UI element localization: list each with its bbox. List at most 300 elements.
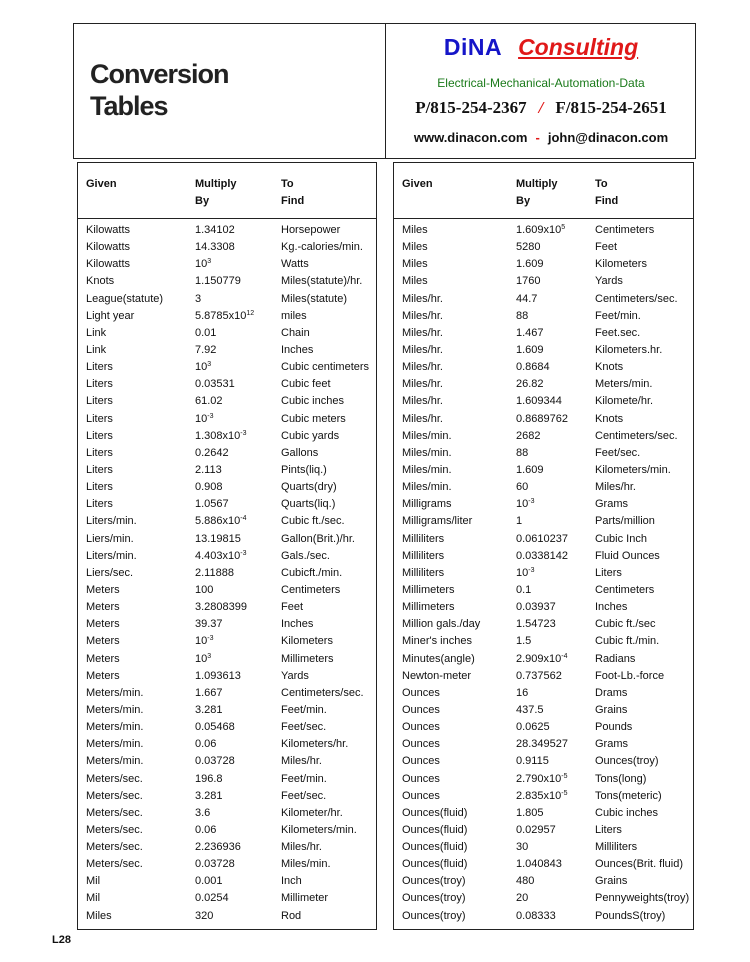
table-row (78, 668, 376, 685)
brand-block (386, 24, 696, 158)
cell-multiply-by: 2682 (516, 429, 541, 442)
cell-to-find: Millimeters (281, 652, 334, 665)
cell-multiply-by: $1.308x10^{-3}$ (195, 429, 247, 442)
cell-multiply-by: $10^{-3}$ (195, 412, 214, 425)
cell-given: Meters (86, 635, 120, 648)
cell-multiply-by: 1.150779 (195, 275, 241, 288)
table-row (394, 342, 693, 359)
cell-given: Ounces (402, 755, 440, 768)
cell-to-find: Feet/min. (281, 772, 327, 785)
web-separator: - (535, 130, 540, 145)
cell-given: Meters (86, 601, 120, 614)
table-row (78, 753, 376, 770)
cell-to-find: Milliliters (595, 841, 638, 854)
table-row (78, 873, 376, 890)
cell-given: Meters (86, 618, 120, 631)
table-row (394, 890, 693, 907)
cell-to-find: Knots (595, 361, 624, 374)
cell-given: Meters/min. (86, 755, 144, 768)
phone-separator: / (538, 98, 544, 117)
cell-multiply-by: 1.54723 (516, 618, 556, 631)
cell-to-find: Grains (595, 875, 628, 888)
cell-multiply-by: 320 (195, 909, 214, 922)
brand-tagline: Electrical-Mechanical-Automation-Data (437, 76, 645, 90)
email-link[interactable]: john@dinacon.com (547, 130, 669, 145)
cell-multiply-by: 0.06 (195, 738, 217, 751)
cell-to-find: Miles/hr. (595, 481, 636, 494)
table-row (78, 445, 376, 462)
table-row (78, 222, 376, 239)
cell-given: Millimeters (402, 601, 455, 614)
cell-multiply-by: 16 (516, 686, 529, 699)
cell-to-find: Cubic Inch (595, 532, 647, 545)
cell-to-find: Miles(statute)/hr. (281, 275, 363, 288)
col-multiply-line-1: Multiply (516, 178, 558, 190)
table-row (394, 393, 693, 410)
table-row (394, 599, 693, 616)
cell-to-find: Pounds (595, 721, 633, 734)
cell-multiply-by: 1.040843 (516, 858, 562, 871)
cell-multiply-by: 1.093613 (195, 669, 241, 682)
cell-to-find: Kilometers/hr. (281, 738, 349, 751)
cell-to-find: Foot-Lb.-force (595, 669, 665, 682)
cell-given: Miles/hr. (402, 361, 443, 374)
cell-to-find: Fluid Ounces (595, 549, 660, 562)
cell-multiply-by: 20 (516, 892, 529, 905)
cell-given: Milliliters (402, 532, 445, 545)
cell-multiply-by: 437.5 (516, 703, 544, 716)
col-to-line-2: Find (595, 195, 619, 207)
cell-multiply-by: 1.34102 (195, 224, 235, 236)
cell-multiply-by: 0.737562 (516, 669, 562, 682)
table-row (394, 325, 693, 342)
cell-given: Miles/min. (402, 446, 452, 459)
cell-multiply-by: 480 (516, 875, 535, 888)
cell-to-find: Feet (281, 601, 304, 614)
cell-given: Liers/min. (86, 532, 134, 545)
cell-to-find: Cubic inches (595, 806, 658, 819)
cell-multiply-by: 0.02957 (516, 823, 556, 836)
table-row (394, 668, 693, 685)
table-row (394, 239, 693, 256)
cell-multiply-by: $1.609x10^5$ (516, 224, 566, 236)
phone-number: P/815-254-2367 (415, 98, 527, 117)
cell-to-find: Pennyweights(troy) (595, 892, 690, 905)
cell-given: Link (86, 326, 107, 339)
cell-to-find: Gallons (281, 446, 319, 459)
cell-to-find: PoundsS(troy) (595, 909, 666, 922)
cell-multiply-by: 1 (516, 515, 523, 528)
cell-multiply-by: 14.3308 (195, 241, 235, 254)
cell-given: Miles/hr. (402, 343, 443, 356)
cell-to-find: Cubic meters (281, 412, 346, 425)
cell-to-find: Ounces(troy) (595, 755, 659, 768)
page-title (90, 58, 229, 122)
table-row (394, 496, 693, 513)
cell-given: Meters/min. (86, 721, 144, 734)
cell-multiply-by: 1.0567 (195, 498, 229, 511)
cell-multiply-by: $5.886x10^{-4}$ (195, 515, 247, 528)
cell-to-find: Knots (595, 412, 624, 425)
cell-given: Miles/hr. (402, 378, 443, 391)
table-row (394, 753, 693, 770)
table-row (78, 239, 376, 256)
cell-given: Ounces (402, 686, 440, 699)
cell-to-find: Centimeters (595, 224, 655, 236)
contact-phones (386, 98, 696, 118)
cell-given: Ounces(fluid) (402, 806, 468, 819)
cell-multiply-by: 3.281 (195, 703, 223, 716)
cell-to-find: Parts/million (595, 515, 655, 528)
cell-multiply-by: $10^{-3}$ (516, 566, 535, 579)
cell-given: Ounces(fluid) (402, 858, 468, 871)
cell-given: Meters/min. (86, 738, 144, 751)
cell-multiply-by: 60 (516, 481, 529, 494)
cell-given: Meters (86, 669, 120, 682)
contact-web (386, 130, 696, 145)
cell-to-find: Cubic ft./sec (595, 618, 656, 631)
table-row (394, 771, 693, 788)
cell-to-find: Feet/min. (281, 703, 327, 716)
cell-multiply-by: 3.6 (195, 806, 211, 819)
cell-given: Minutes(angle) (402, 652, 475, 665)
cell-to-find: Feet/sec. (595, 446, 641, 459)
table-row (78, 599, 376, 616)
cell-to-find: Miles/hr. (281, 755, 322, 768)
cell-given: Meters/sec. (86, 823, 143, 836)
left-table-header (78, 163, 376, 219)
cell-to-find: Cubicft./min. (281, 566, 343, 579)
cell-to-find: Kilometers/min. (281, 823, 357, 836)
col-to-line-2: Find (281, 195, 305, 207)
cell-multiply-by: 1.609 (516, 343, 544, 356)
cell-given: Kilowatts (86, 241, 131, 254)
table-row (78, 856, 376, 873)
table-row (78, 428, 376, 445)
cell-given: Meters/sec. (86, 806, 143, 819)
cell-given: Miles/min. (402, 429, 452, 442)
cell-multiply-by: 61.02 (195, 395, 223, 408)
cell-multiply-by: 100 (195, 583, 214, 596)
cell-to-find: Inches (281, 618, 314, 631)
cell-given: Miles (402, 258, 428, 271)
cell-multiply-by: 28.349527 (516, 738, 568, 751)
cell-multiply-by: 44.7 (516, 292, 538, 305)
cell-to-find: Radians (595, 652, 636, 665)
cell-multiply-by: 0.06 (195, 823, 217, 836)
cell-given: Millimeters (402, 583, 455, 596)
cell-to-find: Gallon(Brit.)/hr. (281, 532, 355, 545)
table-row (394, 822, 693, 839)
cell-given: Milliliters (402, 566, 445, 579)
table-row (394, 531, 693, 548)
cell-given: Meters (86, 652, 120, 665)
cell-to-find: Inches (281, 343, 314, 356)
right-table-body (394, 222, 693, 925)
table-row (394, 788, 693, 805)
cell-given: Ounces(fluid) (402, 841, 468, 854)
cell-given: Ounces (402, 789, 440, 802)
table-row (78, 342, 376, 359)
cell-to-find: Inch (281, 875, 302, 888)
cell-given: Milliliters (402, 549, 445, 562)
cell-multiply-by: $5.8785x10^{12}$ (195, 309, 255, 322)
cell-multiply-by: 0.0254 (195, 892, 229, 905)
cell-given: Meters/min. (86, 686, 144, 699)
cell-to-find: Kilometer/hr. (281, 806, 343, 819)
cell-given: Ounces (402, 703, 440, 716)
table-row (78, 822, 376, 839)
table-row (78, 736, 376, 753)
cell-to-find: Cubic ft./min. (595, 635, 660, 648)
cell-given: Milligrams/liter (402, 515, 473, 528)
table-row (78, 411, 376, 428)
cell-multiply-by: 3.2808399 (195, 601, 247, 614)
table-row (394, 308, 693, 325)
table-row (78, 702, 376, 719)
cell-given: Knots (86, 275, 115, 288)
cell-given: Meters/sec. (86, 841, 143, 854)
cell-given: Million gals./day (402, 618, 481, 631)
cell-given: Liers/sec. (86, 566, 134, 579)
cell-to-find: Meters/min. (595, 378, 653, 391)
cell-multiply-by: $2.909x10^{-4}$ (516, 652, 568, 665)
cell-given: Liters (86, 498, 113, 511)
cell-given: Miles (402, 241, 428, 254)
cell-multiply-by: 2.11888 (195, 566, 234, 579)
cell-given: Kilowatts (86, 258, 131, 271)
cell-multiply-by: 1.609 (516, 463, 544, 476)
cell-to-find: Quarts(dry) (281, 481, 337, 494)
table-row (78, 582, 376, 599)
cell-to-find: Feet/sec. (281, 721, 327, 734)
cell-to-find: Rod (281, 909, 302, 922)
table-row (394, 411, 693, 428)
page-number: L28 (52, 934, 71, 946)
table-row (78, 548, 376, 565)
cell-to-find: Chain (281, 326, 310, 339)
table-row (78, 531, 376, 548)
cell-multiply-by: 0.03531 (195, 378, 235, 391)
cell-to-find: Centimeters/sec. (595, 292, 678, 305)
cell-multiply-by: 0.001 (195, 875, 223, 888)
cell-multiply-by: 1.805 (516, 806, 544, 819)
cell-to-find: Cubic yards (281, 429, 340, 442)
cell-given: Miles/hr. (402, 309, 443, 322)
cell-multiply-by: 1.5 (516, 635, 532, 648)
cell-given: Ounces(troy) (402, 875, 466, 888)
cell-given: Meters/sec. (86, 789, 143, 802)
cell-given: Milligrams (402, 498, 452, 511)
col-multiply-line-2: By (516, 195, 531, 207)
cell-multiply-by: 0.8684 (516, 361, 550, 374)
cell-to-find: Tons(long) (595, 772, 647, 785)
cell-multiply-by: 3.281 (195, 789, 223, 802)
cell-multiply-by: 39.37 (195, 618, 223, 631)
cell-to-find: Feet (595, 241, 618, 254)
table-row (78, 805, 376, 822)
cell-given: Meters/min. (86, 703, 144, 716)
cell-multiply-by: 0.08333 (516, 909, 556, 922)
table-row (394, 291, 693, 308)
cell-to-find: Miles(statute) (281, 292, 348, 305)
table-row (78, 616, 376, 633)
cell-multiply-by: 1.609344 (516, 395, 562, 408)
table-row (78, 479, 376, 496)
table-row (78, 393, 376, 410)
cell-multiply-by: $4.403x10^{-3}$ (195, 549, 247, 562)
cell-multiply-by: 1.609 (516, 258, 544, 271)
table-row (78, 771, 376, 788)
brand-logo (386, 34, 696, 61)
cell-to-find: Tons(meteric) (595, 789, 662, 802)
table-row (394, 685, 693, 702)
cell-given: Newton-meter (402, 669, 472, 682)
cell-multiply-by: 0.03728 (195, 755, 235, 768)
cell-multiply-by: 2.113 (195, 463, 222, 476)
table-row (78, 462, 376, 479)
table-row (394, 856, 693, 873)
table-row (394, 651, 693, 668)
cell-given: Liters (86, 429, 113, 442)
cell-to-find: Centimeters/sec. (281, 686, 364, 699)
cell-given: Meters/sec. (86, 858, 143, 871)
cell-multiply-by: 0.2642 (195, 446, 229, 459)
cell-to-find: Drams (595, 686, 628, 699)
cell-to-find: Cubic centimeters (281, 361, 370, 374)
cell-multiply-by: 1.667 (195, 686, 223, 699)
cell-to-find: Watts (281, 258, 309, 271)
cell-to-find: Quarts(liq.) (281, 498, 336, 511)
col-multiply-header (516, 176, 558, 210)
cell-given: Miles (402, 275, 428, 288)
table-row (394, 428, 693, 445)
table-row (394, 273, 693, 290)
cell-multiply-by: 13.19815 (195, 532, 241, 545)
cell-to-find: Centimeters/sec. (595, 429, 678, 442)
col-to-line-1: To (281, 178, 294, 190)
cell-multiply-by: 0.9115 (516, 755, 549, 768)
cell-multiply-by: 0.0338142 (516, 549, 568, 562)
cell-given: Liters (86, 412, 113, 425)
cell-given: Miles (402, 224, 428, 236)
cell-given: Ounces(fluid) (402, 823, 468, 836)
cell-given: Miles/min. (402, 463, 452, 476)
table-row (394, 736, 693, 753)
table-row (78, 685, 376, 702)
cell-given: Liters (86, 361, 113, 374)
cell-to-find: Kilometers (281, 635, 333, 648)
cell-given: Miles/hr. (402, 412, 443, 425)
table-row (78, 496, 376, 513)
col-multiply-line-1: Multiply (195, 178, 237, 190)
right-table-header (394, 163, 693, 219)
cell-given: Liters/min. (86, 549, 137, 562)
cell-given: Miles/hr. (402, 292, 443, 305)
cell-multiply-by: $10^3$ (195, 361, 212, 374)
table-row (78, 291, 376, 308)
cell-given: Miner's inches (402, 635, 472, 648)
cell-multiply-by: 1.467 (516, 326, 544, 339)
table-row (394, 548, 693, 565)
table-row (394, 222, 693, 239)
table-row (394, 873, 693, 890)
cell-multiply-by: $10^3$ (195, 258, 212, 271)
table-row (394, 376, 693, 393)
cell-given: Ounces (402, 738, 440, 751)
cell-to-find: Cubic feet (281, 378, 331, 391)
cell-multiply-by: 5280 (516, 241, 541, 254)
cell-to-find: Centimeters (595, 583, 655, 596)
cell-multiply-by: 7.92 (195, 343, 217, 356)
cell-to-find: Yards (595, 275, 623, 288)
cell-to-find: Kilometers/min. (595, 463, 671, 476)
table-row (394, 633, 693, 650)
cell-given: Miles/hr. (402, 395, 443, 408)
cell-to-find: Liters (595, 823, 622, 836)
table-row (394, 445, 693, 462)
cell-to-find: Kilometers.hr. (595, 343, 663, 356)
col-multiply-line-2: By (195, 195, 210, 207)
cell-multiply-by: 0.03937 (516, 601, 556, 614)
table-row (394, 719, 693, 736)
cell-given: Kilowatts (86, 224, 131, 236)
table-row (78, 908, 376, 925)
cell-to-find: Ounces(Brit. fluid) (595, 858, 684, 871)
cell-multiply-by: $10^3$ (195, 652, 212, 665)
table-row (394, 839, 693, 856)
cell-to-find: Inches (595, 601, 628, 614)
cell-to-find: Miles/hr. (281, 841, 322, 854)
table-row (394, 908, 693, 925)
cell-given: Link (86, 343, 107, 356)
table-row (394, 702, 693, 719)
cell-to-find: Grams (595, 738, 628, 751)
cell-to-find: Cubic ft./sec. (281, 515, 345, 528)
cell-multiply-by: 30 (516, 841, 529, 854)
table-row (394, 565, 693, 582)
website-link[interactable]: www.dinacon.com (413, 130, 528, 145)
cell-multiply-by: $2.835x10^{-5}$ (516, 789, 568, 802)
cell-multiply-by: $10^{-3}$ (516, 498, 535, 511)
cell-given: Mil (86, 892, 101, 905)
table-row (78, 256, 376, 273)
table-row (78, 565, 376, 582)
table-row (394, 582, 693, 599)
cell-multiply-by: 0.8689762 (516, 412, 568, 425)
left-table-body (78, 222, 376, 925)
table-row (394, 256, 693, 273)
cell-multiply-by: 0.908 (195, 481, 223, 494)
col-to-find-header (595, 176, 618, 210)
cell-to-find: Millimeter (281, 892, 329, 905)
cell-to-find: Liters (595, 566, 622, 579)
col-given-header: Given (86, 178, 117, 190)
cell-multiply-by: $2.790x10^{-5}$ (516, 772, 568, 785)
cell-to-find: Miles/min. (281, 858, 331, 871)
cell-to-find: Pints(liq.) (281, 463, 327, 476)
cell-given: Liters (86, 481, 113, 494)
title-line-1: Conversion (90, 59, 229, 89)
cell-multiply-by: 88 (516, 446, 529, 459)
cell-to-find: Yards (281, 669, 309, 682)
cell-to-find: Kg.-calories/min. (281, 241, 363, 254)
cell-given: Liters (86, 463, 113, 476)
cell-to-find: Grains (595, 703, 628, 716)
cell-to-find: Feet/sec. (281, 789, 327, 802)
col-multiply-header (195, 176, 237, 210)
cell-given: Liters (86, 395, 113, 408)
